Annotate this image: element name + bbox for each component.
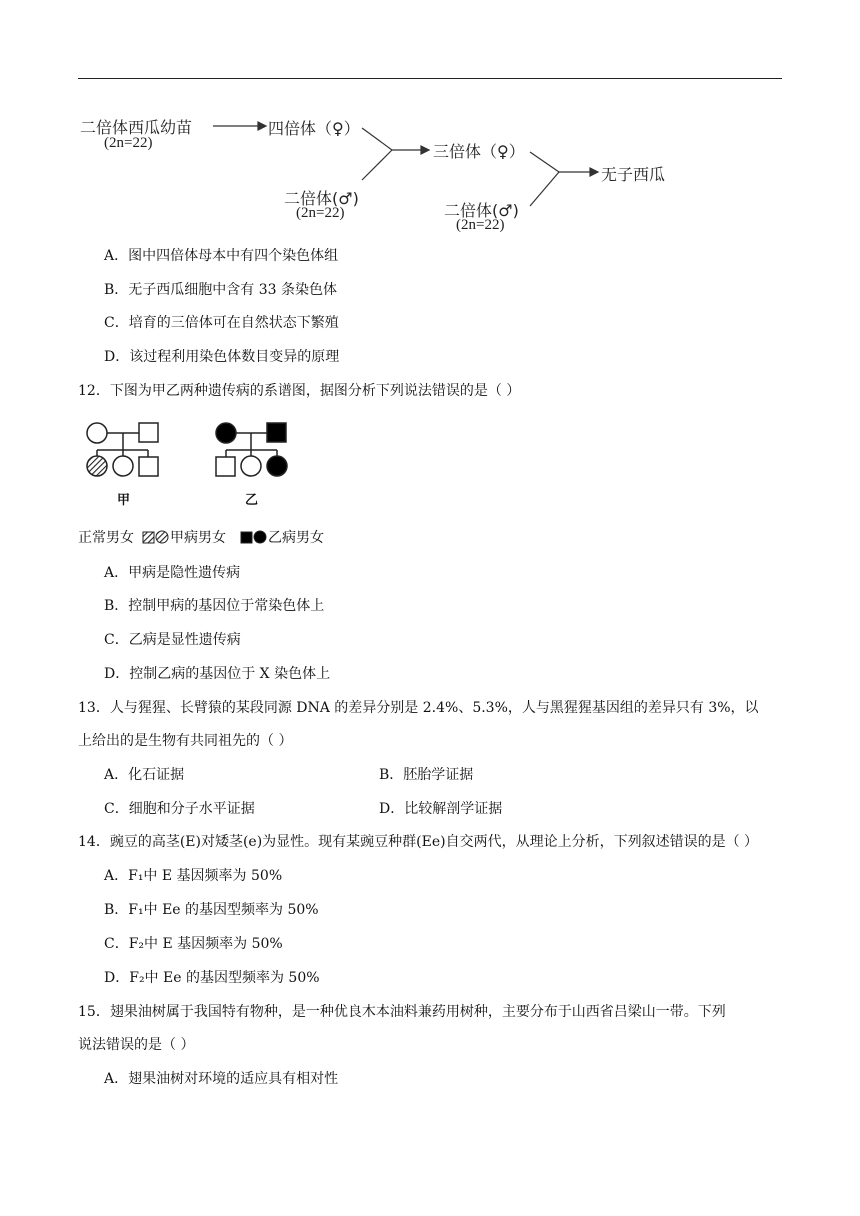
pedigree-charts (0, 0, 860, 560)
q13-option-c: C．细胞和分子水平证据 (104, 801, 255, 817)
diploid-male-2-label: 二倍体(♂) (444, 201, 519, 220)
legend-jia: 甲病男女 (170, 530, 226, 546)
pedigree-label-jia: 甲 (117, 493, 131, 508)
q13-option-d: D．比较解剖学证据 (379, 801, 503, 817)
yi-daughter (241, 456, 261, 476)
q12-stem: 12．下图为甲乙两种遗传病的系谱图，据图分析下列说法错误的是（ ） (78, 383, 521, 399)
diploid-male-2-formula: (2n=22) (456, 217, 505, 233)
q12-option-c: C．乙病是显性遗传病 (104, 632, 241, 648)
pedigree-label-yi: 乙 (245, 493, 259, 508)
seedling-label: 二倍体西瓜幼苗 (80, 118, 193, 137)
legend-jia-circle (156, 531, 168, 543)
q14-stem: 14．豌豆的高茎(E)对矮茎(e)为显性。现有某豌豆种群(Ee)自交两代，从理论上分析，下列叙述错误的是（ ） (78, 834, 759, 850)
q11-option-b: B．无子西瓜细胞中含有 33 条染色体 (104, 282, 338, 298)
q13-stem-line1: 13．人与猩猩、长臂猿的某段同源 DNA 的差异分别是 2.4%、5.3%，人与黑猩猩基因组的差异只有 3%，以 (78, 700, 759, 716)
q11-option-c: C．培育的三倍体可在自然状态下繁殖 (104, 315, 339, 331)
triploid-label: 三倍体（♀） (433, 142, 525, 161)
q12-option-d: D．控制乙病的基因位于 X 染色体上 (104, 666, 331, 682)
legend-yi: 乙病男女 (268, 530, 324, 546)
tetraploid-label: 四倍体（♀） (268, 119, 360, 138)
q12-option-a: A．甲病是隐性遗传病 (104, 565, 241, 581)
diploid-male-1-label: 二倍体(♂) (284, 189, 359, 208)
q14-option-b: B．F₁中 Ee 的基因型频率为 50% (104, 902, 319, 918)
jia-father (139, 423, 158, 442)
legend-yi-circle (254, 531, 266, 543)
q14-option-a: A．F₁中 E 基因频率为 50% (104, 868, 283, 884)
q15-stem-line2: 说法错误的是（ ） (78, 1037, 195, 1053)
legend-normal: 正常男女 (78, 530, 134, 546)
q13-option-b: B．胚胎学证据 (379, 767, 474, 783)
q13-option-a: A．化石证据 (104, 767, 185, 783)
jia-mother (87, 423, 107, 443)
q12-option-b: B．控制甲病的基因位于常染色体上 (104, 598, 325, 614)
yi-son (216, 457, 235, 476)
seedless-watermelon-label: 无子西瓜 (601, 165, 666, 184)
jia-daughter (113, 456, 133, 476)
pedigree-jia (87, 423, 158, 476)
yi-affected-mother (216, 423, 236, 443)
q15-stem-line1: 15．翅果油树属于我国特有物种，是一种优良木本油料兼药用树种，主要分布于山西省吕梁山一带。下列 (78, 1004, 726, 1020)
diploid-male-1-formula: (2n=22) (296, 205, 345, 221)
seedling-formula: (2n=22) (104, 135, 153, 151)
q11-option-a: A．图中四倍体母本中有四个染色体组 (104, 248, 339, 264)
yi-affected-daughter (267, 456, 287, 476)
pedigree-yi (216, 423, 287, 476)
q11-option-d: D．该过程利用染色体数目变异的原理 (104, 349, 340, 365)
q15-option-a: A．翅果油树对环境的适应具有相对性 (104, 1071, 339, 1087)
yi-affected-father (267, 423, 286, 442)
q14-option-d: D．F₂中 Ee 的基因型频率为 50% (104, 970, 320, 986)
jia-affected-daughter (87, 456, 107, 476)
jia-son (139, 457, 158, 476)
legend-yi-square (241, 532, 252, 543)
legend-jia-square (143, 532, 154, 543)
q13-stem-line2: 上给出的是生物有共同祖先的（ ） (78, 733, 293, 749)
q14-option-c: C．F₂中 E 基因频率为 50% (104, 936, 283, 952)
